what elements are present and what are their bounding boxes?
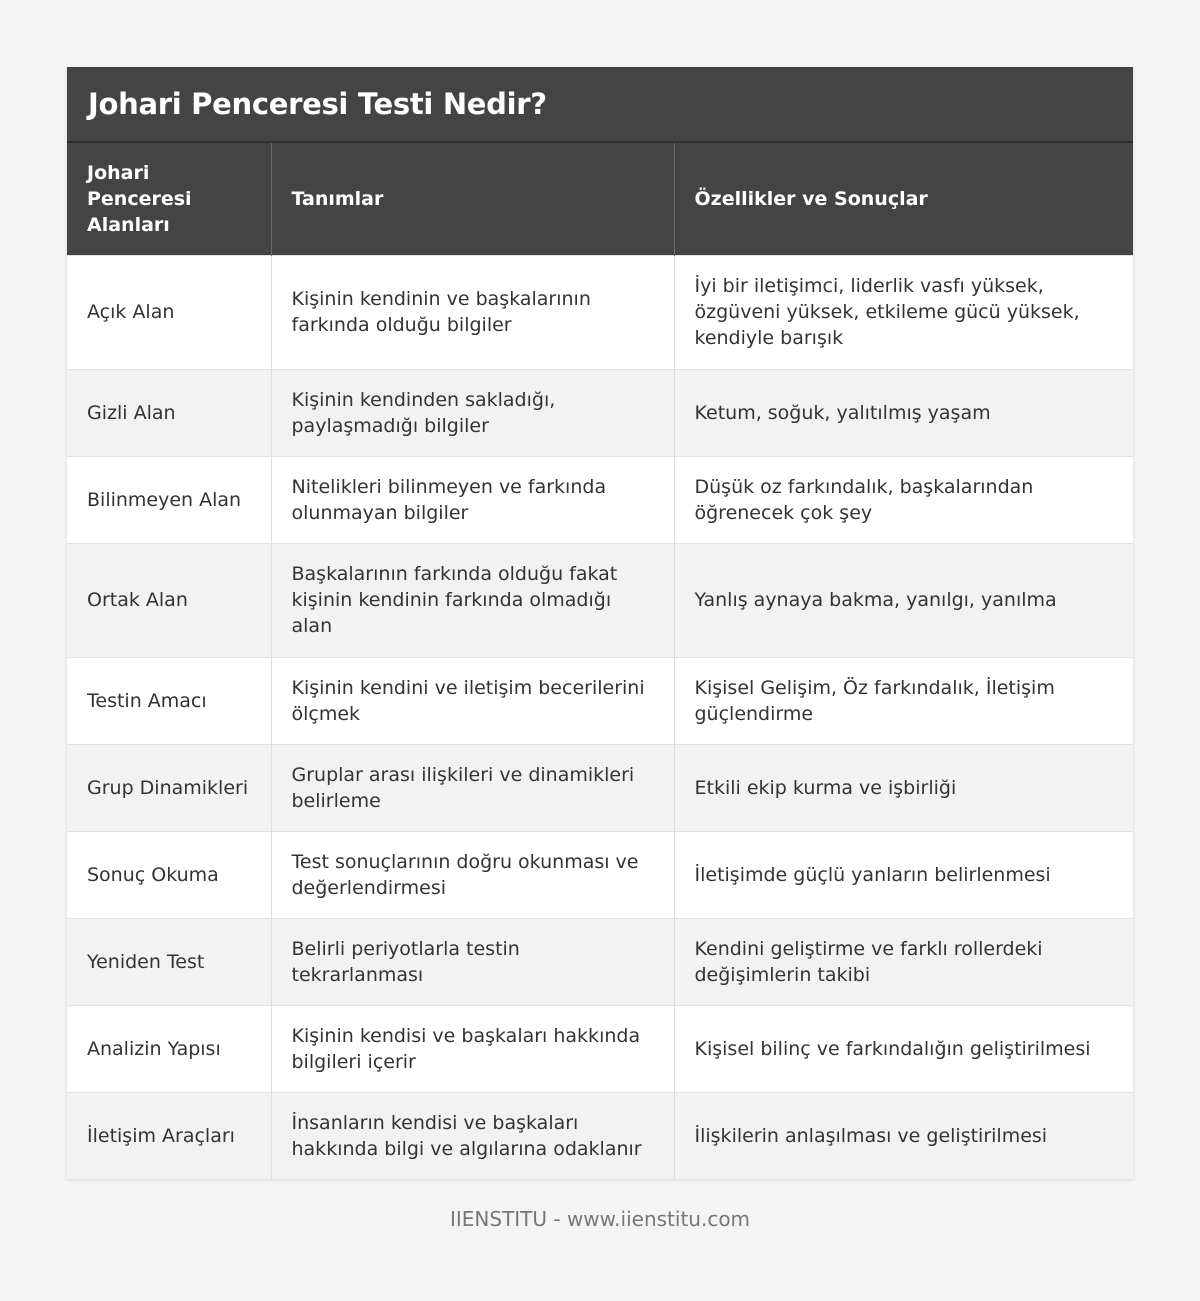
cell-result: Düşük oz farkındalık, başkalarından öğrenecek çok şey: [674, 456, 1133, 543]
cell-result: İyi bir iletişimci, liderlik vasfı yüksek, özgüveni yüksek, etkileme gücü yüksek, kendiyle barışık: [674, 255, 1133, 369]
footer-credit: IIENSTITU - www.iienstitu.com: [449, 1207, 751, 1231]
cell-definition: Belirli periyotlarla testin tekrarlanması: [271, 918, 674, 1005]
table-header-row: [67, 143, 1133, 255]
table-row: [67, 456, 1133, 543]
table-row: [67, 918, 1133, 1005]
table-row: [67, 255, 1133, 369]
cell-area: Ortak Alan: [67, 543, 271, 657]
cell-definition: Başkalarının farkında olduğu fakat kişinin kendinin farkında olmadığı alan: [271, 543, 674, 657]
cell-definition: Test sonuçlarının doğru okunması ve değerlendirmesi: [271, 831, 674, 918]
table-row: [67, 369, 1133, 456]
cell-result: Kendini geliştirme ve farklı rollerdeki değişimlerin takibi: [674, 918, 1133, 1005]
table-row: [67, 744, 1133, 831]
cell-result: Kişisel Gelişim, Öz farkındalık, İletişim güçlendirme: [674, 657, 1133, 744]
cell-definition: İnsanların kendisi ve başkaları hakkında bilgi ve algılarına odaklanır: [271, 1092, 674, 1179]
cell-definition: Nitelikleri bilinmeyen ve farkında olunmayan bilgiler: [271, 456, 674, 543]
johari-table: [67, 143, 1133, 1179]
title-bar: [67, 67, 1133, 143]
table-row: [67, 657, 1133, 744]
cell-area: Gizli Alan: [67, 369, 271, 456]
cell-area: Yeniden Test: [67, 918, 271, 1005]
table-row: [67, 543, 1133, 657]
cell-area: Bilinmeyen Alan: [67, 456, 271, 543]
cell-result: Etkili ekip kurma ve işbirliği: [674, 744, 1133, 831]
cell-result: İlişkilerin anlaşılması ve geliştirilmesi: [674, 1092, 1133, 1179]
cell-result: Kişisel bilinç ve farkındalığın geliştirilmesi: [674, 1005, 1133, 1092]
table-card: [67, 67, 1133, 1179]
cell-definition: Kişinin kendisi ve başkaları hakkında bilgileri içerir: [271, 1005, 674, 1092]
table-row: [67, 1092, 1133, 1179]
cell-definition: Kişinin kendinden sakladığı, paylaşmadığı bilgiler: [271, 369, 674, 456]
page-title: Johari Penceresi Testi Nedir?: [88, 87, 547, 121]
cell-definition: Kişinin kendinin ve başkalarının farkında olduğu bilgiler: [271, 255, 674, 369]
column-header-results: Özellikler ve Sonuçlar: [674, 143, 1133, 255]
cell-area: Analizin Yapısı: [67, 1005, 271, 1092]
table-row: [67, 1005, 1133, 1092]
cell-area: Açık Alan: [67, 255, 271, 369]
column-header-areas: Johari Penceresi Alanları: [67, 143, 271, 255]
cell-area: Grup Dinamikleri: [67, 744, 271, 831]
table-row: [67, 831, 1133, 918]
cell-area: Testin Amacı: [67, 657, 271, 744]
cell-definition: Gruplar arası ilişkileri ve dinamikleri belirleme: [271, 744, 674, 831]
cell-result: İletişimde güçlü yanların belirlenmesi: [674, 831, 1133, 918]
column-header-definitions: Tanımlar: [271, 143, 674, 255]
cell-definition: Kişinin kendini ve iletişim becerilerini ölçmek: [271, 657, 674, 744]
cell-area: Sonuç Okuma: [67, 831, 271, 918]
cell-result: Yanlış aynaya bakma, yanılgı, yanılma: [674, 543, 1133, 657]
cell-result: Ketum, soğuk, yalıtılmış yaşam: [674, 369, 1133, 456]
cell-area: İletişim Araçları: [67, 1092, 271, 1179]
